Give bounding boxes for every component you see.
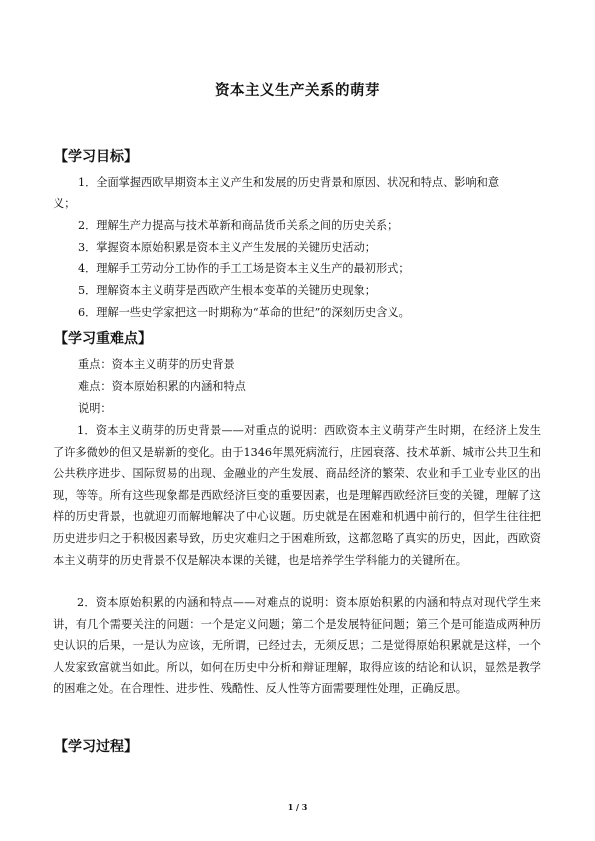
goal-item-1b: 义； xyxy=(53,197,76,210)
section-heading-goals: 【学习目标】 xyxy=(54,149,138,165)
explanation-paragraph-1: 1．资本主义萌芽的历史背景——对重点的说明：西欧资本主义萌芽产生时期，在经济上发生了许多微妙的但又是崭新的变化。由于1346年黑死病流行，庄园衰落、技术革新、城市公共卫生和公共秩序进步、国际贸易的出现、金融业的产生发展、商品经济的繁荣、农业和手工业专业区的出现，等等。所有这些现象都是西欧经济巨变的重要因素，也是理解西欧经济巨变的关键，理解了这样的历史背景，也就迎刃而解地解决了中心议题。历史就是在困难和机遇中前行的，但学生往往把历史进步归之于积极因素导致，历史灾难归之于困难所致，这都忽略了真实的历史，因此，西欧资本主义萌芽的历史背景不仅是解决本课的关键，也是培养学生学科能力的关键所在。 xyxy=(53,424,541,567)
goal-item-6: 6．理解一些史学家把这一时期称为“革命的世纪”的深刻历史含义。 xyxy=(78,306,410,319)
difficult-point: 难点：资本原始积累的内涵和特点 xyxy=(78,380,246,393)
goal-item-3: 3．掌握资本原始积累是资本主义产生发展的关键历史活动； xyxy=(78,241,376,254)
document-title: 资本主义生产关系的萌芽 xyxy=(215,83,380,99)
explanation-paragraph-2: 2．资本原始积累的内涵和特点——对难点的说明：资本原始积累的内涵和特点对现代学生来讲，有几个需要关注的问题：一个是定义问题；第二个是发展特征问题；第三个是可能造成两种历史认识的后果，一是认为应该，无所谓，已经过去，无须反思；二是觉得原始积累就是这样，一个人发家致富就当如此。所以，如何在历史中分析和辩证理解，取得应该的结论和认识，显然是教学的困难之处。在合理性、进步性、残酷性、反人性等方面需要理性处理，正确反思。 xyxy=(53,596,541,696)
explain-label: 说明： xyxy=(78,402,112,415)
goal-item-1a: 1．全面掌握西欧早期资本主义产生和发展的历史背景和原因、状况和特点、影响和意 xyxy=(78,176,500,189)
key-point: 重点：资本主义萌芽的历史背景 xyxy=(78,358,235,371)
page-number: 1 / 3 xyxy=(287,802,308,812)
goal-item-2: 2．理解生产力提高与技术革新和商品货币关系之间的历史关系； xyxy=(78,219,399,232)
section-heading-process: 【学习过程】 xyxy=(54,739,138,755)
goal-item-5: 5．理解资本主义萌芽是西欧产生根本变革的关键历史现象； xyxy=(78,284,376,297)
goal-item-4: 4．理解手工劳动分工协作的手工工场是资本主义生产的最初形式； xyxy=(78,262,410,275)
section-heading-key-points: 【学习重难点】 xyxy=(54,331,152,347)
